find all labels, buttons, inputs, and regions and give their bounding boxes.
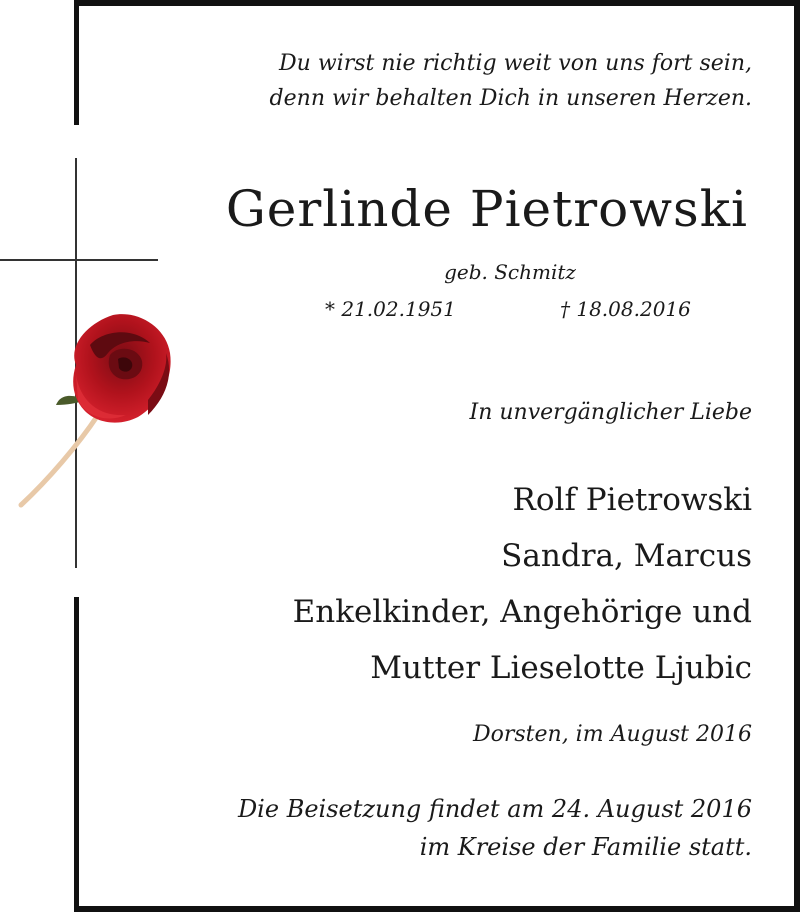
frame-top-border [74, 0, 800, 6]
mourners-list [293, 472, 752, 696]
funeral-line: im Kreise der Familie statt. [419, 833, 752, 861]
maiden-name: geb. Schmitz [444, 260, 576, 284]
funeral-line: Die Beisetzung findet am 24. August 2016 [237, 795, 752, 823]
mourner-line: Enkelkinder, Angehörige und [292, 594, 752, 630]
rose-icon [18, 305, 188, 515]
memorial-quote [270, 46, 752, 116]
mourner-line: Sandra, Marcus [501, 538, 752, 574]
frame-left-border-upper [74, 0, 79, 125]
funeral-notice [238, 790, 752, 866]
frame-bottom-border [74, 906, 800, 912]
birth-date: * 21.02.1951 [325, 297, 456, 321]
mourner-line: Mutter Lieselotte Ljubic [370, 650, 752, 686]
deceased-name: Gerlinde Pietrowski [225, 180, 748, 238]
quote-line: Du wirst nie richtig weit von uns fort sein, [279, 51, 752, 76]
quote-line: denn wir behalten Dich in unseren Herzen. [269, 86, 752, 111]
frame-right-border [794, 0, 800, 912]
death-date: † 18.08.2016 [560, 297, 691, 321]
mourner-line: Rolf Pietrowski [512, 482, 752, 518]
dedication: In unvergänglicher Liebe [469, 400, 752, 425]
place-and-date: Dorsten, im August 2016 [472, 722, 752, 747]
frame-left-border-lower [74, 597, 79, 912]
